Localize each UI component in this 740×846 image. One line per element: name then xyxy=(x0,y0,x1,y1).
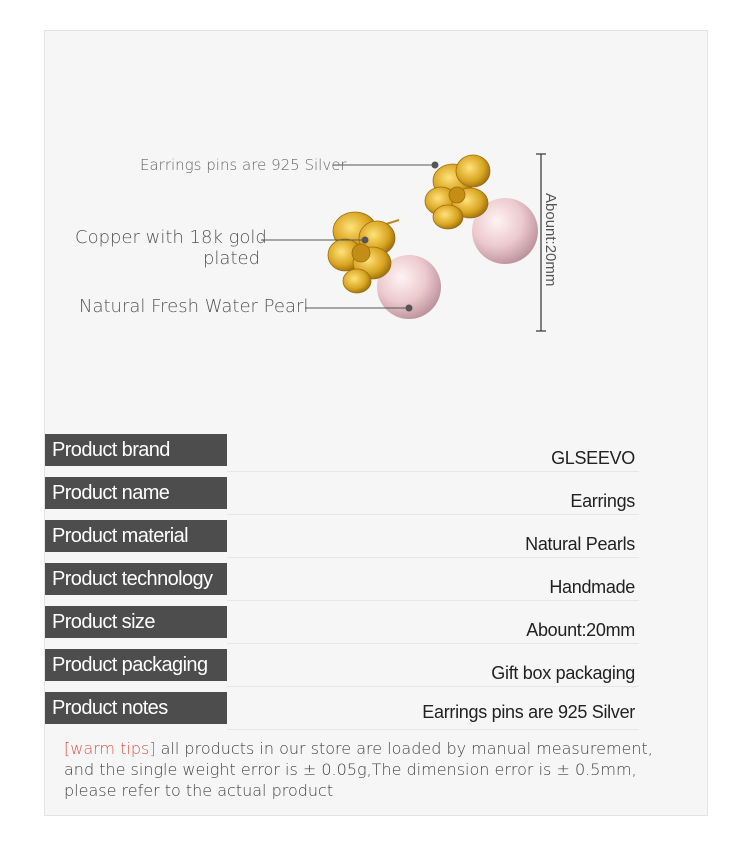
callout-copper-line1: Copper with 18k gold xyxy=(75,227,267,248)
dimension-label: Abount:20mm xyxy=(542,193,559,287)
spec-value: Abount:20mm xyxy=(526,620,635,640)
product-card xyxy=(44,30,708,816)
product-photo xyxy=(45,31,709,431)
divider xyxy=(227,686,639,687)
spec-label: Product size xyxy=(45,606,227,638)
divider xyxy=(227,729,639,730)
spec-row-packaging xyxy=(45,649,639,681)
spec-row-size xyxy=(45,606,639,638)
divider xyxy=(227,643,639,644)
spec-value: Earrings pins are 925 Silver xyxy=(422,702,635,722)
warm-tips-label: [warm tips] xyxy=(64,739,156,758)
warm-tips-text: all products in our store are loaded by manual measurement, and the single weight error is ± 0.05g,The dimension error is ± 0.5mm, please refer to the actual product xyxy=(64,739,653,800)
spec-label: Product name xyxy=(45,477,227,509)
spec-row-brand xyxy=(45,434,639,466)
spec-row-notes xyxy=(45,692,639,724)
callout-pearl: Natural Fresh Water Pearl xyxy=(79,296,309,317)
callout-copper-line2: plated xyxy=(202,248,260,269)
spec-label: Product material xyxy=(45,520,227,552)
callout-pins: Earrings pins are 925 Silver xyxy=(140,156,347,174)
earring-back xyxy=(425,155,538,264)
warm-tips xyxy=(64,738,684,801)
divider xyxy=(227,471,639,472)
divider xyxy=(227,600,639,601)
spec-row-name xyxy=(45,477,639,509)
callout-copper xyxy=(75,227,267,269)
spec-value: GLSEEVO xyxy=(551,448,635,468)
divider xyxy=(227,557,639,558)
spec-value: Gift box packaging xyxy=(491,663,635,683)
spec-value: Handmade xyxy=(549,577,635,597)
spec-value: Earrings xyxy=(570,491,635,511)
spec-label: Product notes xyxy=(45,692,227,724)
spec-value: Natural Pearls xyxy=(525,534,635,554)
spec-label: Product technology xyxy=(45,563,227,595)
divider xyxy=(227,514,639,515)
spec-row-technology xyxy=(45,563,639,595)
spec-label: Product packaging xyxy=(45,649,227,681)
spec-label: Product brand xyxy=(45,434,227,466)
spec-row-material xyxy=(45,520,639,552)
earring-front xyxy=(328,212,441,319)
